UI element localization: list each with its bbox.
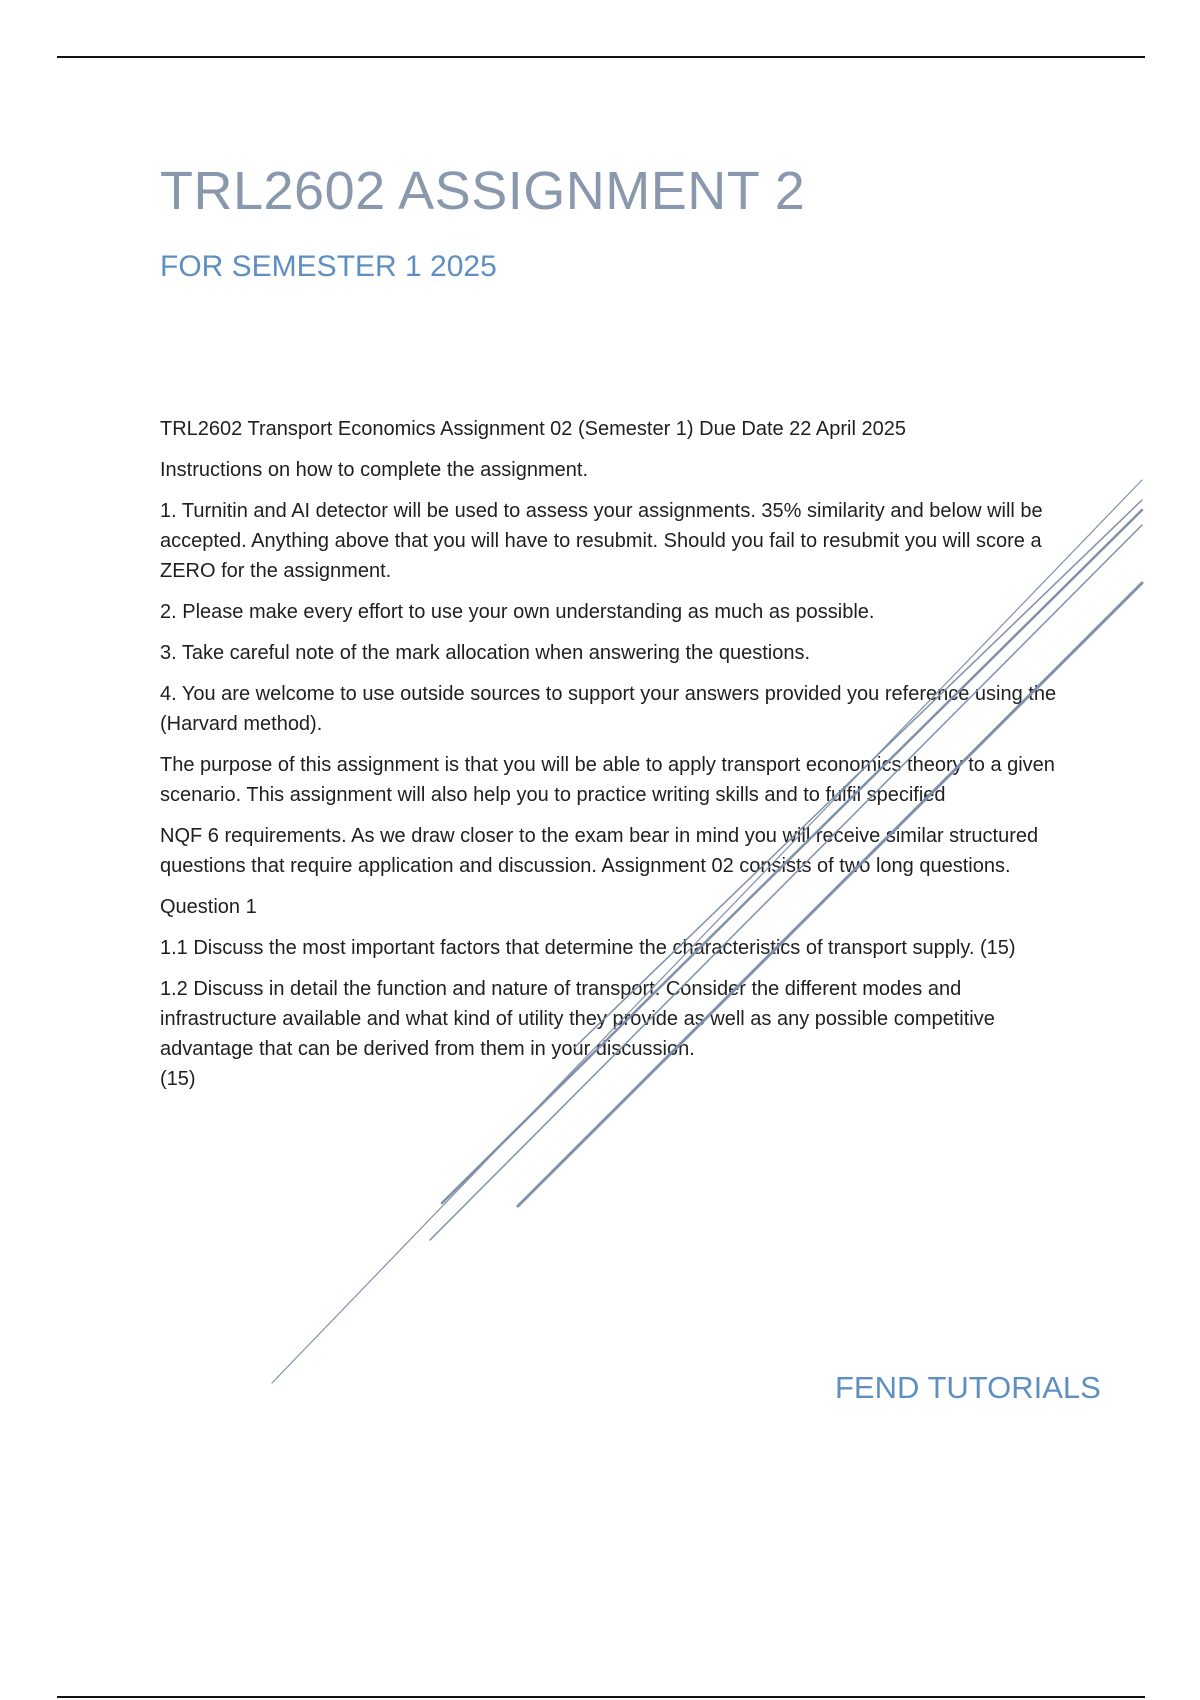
top-rule [57,56,1145,58]
instruction-3: 3. Take careful note of the mark allocation when answering the questions. [160,642,811,664]
document-body [160,414,1060,1105]
question-1-1: 1.1 Discuss the most important factors that determine the characteristics of transport supply. (15) [160,937,1016,959]
instruction-1: 1. Turnitin and AI detector will be used to assess your assignments. 35% similarity and below will be accepted. Anything above that you will have to resubmit. Should you fail to resubmit you will score a ZERO for the assignment. [160,500,1043,582]
instruction-2: 2. Please make every effort to use your own understanding as much as possible. [160,601,875,623]
nqf-paragraph: NQF 6 requirements. As we draw closer to the exam bear in mind you will receive similar structured questions that require application and discussion. Assignment 02 consists of two long questions. [160,825,1039,877]
question-heading: Question 1 [160,896,257,918]
purpose-paragraph: The purpose of this assignment is that you will be able to apply transport economics theory to a given scenario. This assignment will also help you to practice writing skills and to fulfil specified [160,754,1055,806]
question-1-2: 1.2 Discuss in detail the function and nature of transport. Consider the different modes and infrastructure available and what kind of utility they provide as well as any possible competitive advantage that can be derived from them in your discussion. (15) [160,978,995,1090]
bottom-rule [57,1696,1145,1698]
document-title: TRL2602 ASSIGNMENT 2 [160,161,806,221]
instructions-heading: Instructions on how to complete the assignment. [160,459,589,481]
brand-name: FEND TUTORIALS [835,1370,1101,1405]
due-date-line: TRL2602 Transport Economics Assignment 02 (Semester 1) Due Date 22 April 2025 [160,418,906,440]
instruction-4: 4. You are welcome to use outside sources to support your answers provided you reference using the (Harvard method). [160,683,1057,735]
document-subtitle: FOR SEMESTER 1 2025 [160,250,497,283]
